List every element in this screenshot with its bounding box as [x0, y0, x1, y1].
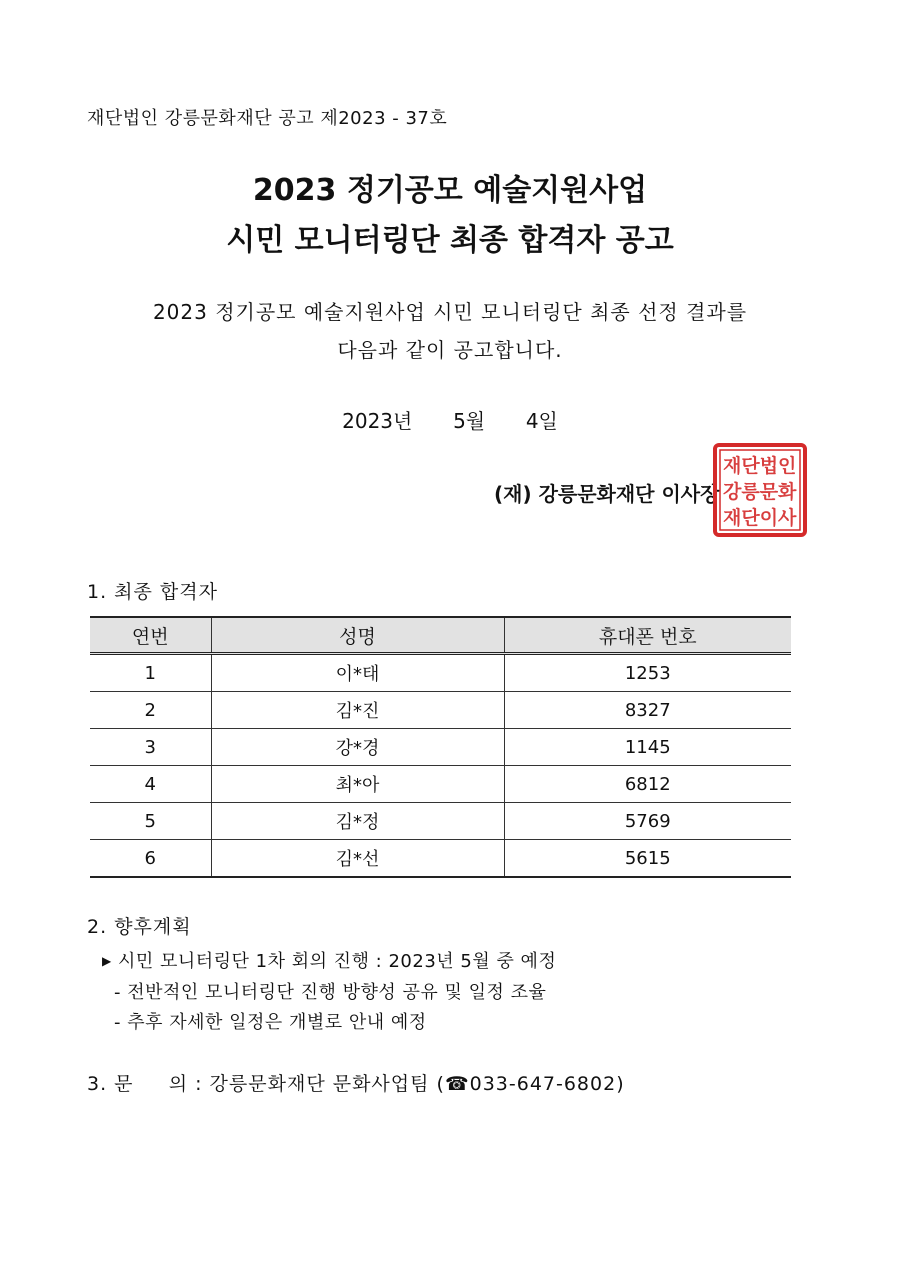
date-day: 4일	[525, 409, 558, 433]
section-3-contact: 3. 문 의 : 강릉문화재단 문화사업팀 (☎033-647-6802)	[87, 1073, 625, 1095]
triangle-bullet-icon: ▶	[102, 954, 112, 968]
svg-text:재단법인: 재단법인	[723, 455, 797, 477]
svg-text:강릉문화: 강릉문화	[723, 481, 797, 503]
column-header-phone: 휴대폰 번호	[504, 617, 791, 654]
cell-number: 5	[90, 803, 211, 840]
plan-sub-item-2: - 추후 자세한 일정은 개별로 안내 예정	[114, 1012, 427, 1033]
cell-phone: 6812	[504, 766, 791, 803]
issuer-name: (재) 강릉문화재단 이사장	[494, 482, 720, 506]
intro-line-2: 다음과 같이 공고합니다.	[337, 338, 563, 362]
cell-number: 1	[90, 654, 211, 692]
notice-number: 재단법인 강릉문화재단 공고 제2023 - 37호	[87, 108, 448, 129]
cell-name: 강*경	[211, 729, 504, 766]
cell-phone: 5769	[504, 803, 791, 840]
table-row	[90, 729, 791, 766]
cell-phone: 5615	[504, 840, 791, 878]
column-header-number: 연번	[90, 617, 211, 654]
plan-sub-item-1: - 전반적인 모니터링단 진행 방향성 공유 및 일정 조율	[114, 982, 547, 1003]
cell-name: 김*선	[211, 840, 504, 878]
cell-phone: 1145	[504, 729, 791, 766]
table-row	[90, 840, 791, 878]
page-title-line-2: 시민 모니터링단 최종 합격자 공고	[226, 223, 674, 258]
notice-date	[0, 405, 900, 434]
cell-phone: 1253	[504, 654, 791, 692]
section-1-heading: 1. 최종 합격자	[87, 581, 218, 603]
date-year: 2023년	[342, 409, 413, 433]
date-month: 5월	[453, 409, 486, 433]
cell-number: 2	[90, 692, 211, 729]
column-header-name: 성명	[211, 617, 504, 654]
svg-text:재단이사: 재단이사	[723, 507, 797, 529]
section-2-heading: 2. 향후계획	[87, 916, 192, 938]
official-seal-icon	[712, 442, 808, 538]
intro-line-1: 2023 정기공모 예술지원사업 시민 모니터링단 최종 선정 결과를	[152, 300, 748, 324]
cell-name: 김*진	[211, 692, 504, 729]
results-table	[90, 616, 791, 878]
plan-bullet-text: 시민 모니터링단 1차 회의 진행 : 2023년 5월 중 예정	[117, 951, 557, 972]
table-row	[90, 654, 791, 692]
table-header-row	[90, 617, 791, 654]
cell-number: 4	[90, 766, 211, 803]
cell-number: 6	[90, 840, 211, 878]
cell-name: 이*태	[211, 654, 504, 692]
table-row	[90, 692, 791, 729]
page-title-line-1: 2023 정기공모 예술지원사업	[252, 173, 648, 208]
table-row	[90, 766, 791, 803]
cell-number: 3	[90, 729, 211, 766]
plan-bullet-item	[102, 947, 556, 973]
cell-name: 김*정	[211, 803, 504, 840]
cell-name: 최*아	[211, 766, 504, 803]
cell-phone: 8327	[504, 692, 791, 729]
table-row	[90, 803, 791, 840]
